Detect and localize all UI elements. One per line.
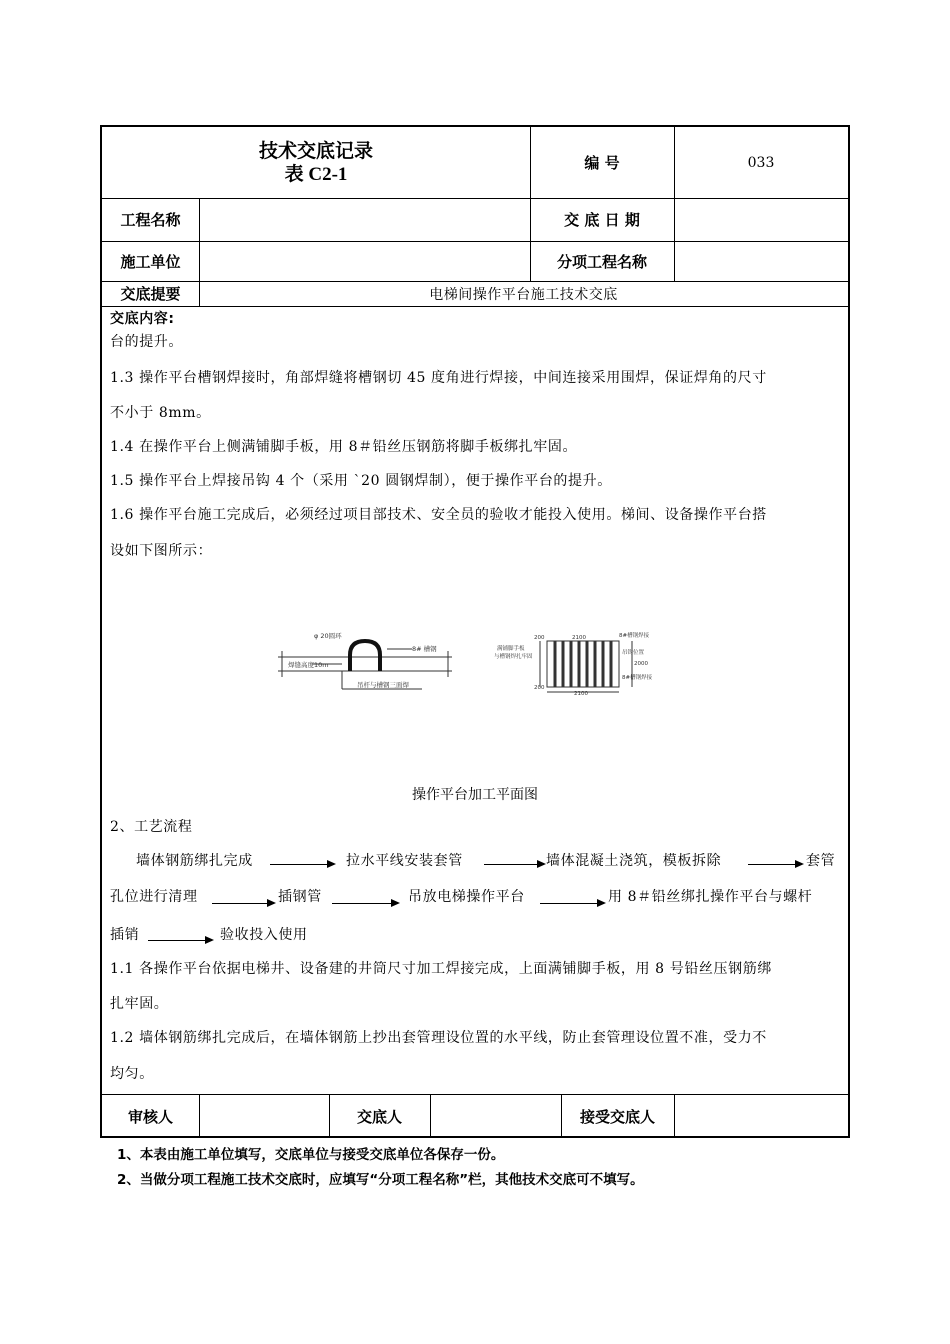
flow-step: 墙体钢筋绑扎完成 [136,853,253,869]
figure-caption: 操作平台加工平面图 [412,787,538,803]
discloser-label: 交底人 [356,1107,402,1126]
flow-step: 吊放电梯操作平台 [408,889,525,905]
figure-label: 2100 [572,635,586,641]
figure-label: 200 [534,685,545,691]
content-line: 设如下图所示： [110,543,213,559]
contractor-label: 施工单位 [120,252,181,271]
platform-plan-drawing [540,641,632,692]
flow-arrow [148,940,212,941]
platform-plan-figure [272,627,692,697]
discloser-value[interactable] [430,1094,561,1138]
figure-label: 2100 [574,691,588,697]
figure-label: φ 20圆环 [314,632,342,640]
form-title-main: 技术交底记录 [258,139,373,162]
project-name-value[interactable] [199,198,530,241]
footnote: 2、当做分项工程施工技术交底时，应填写“分项工程名称”栏，其他技术交底可不填写。 [117,1172,644,1188]
project-name-label: 工程名称 [120,211,181,229]
content-line: 台的提升。 [110,334,183,350]
figure-label: 8# 槽钢 [412,645,437,653]
figure-label: 焊缝高度10m [288,661,329,669]
flow-arrow [270,864,334,865]
figure-label: 200 [534,635,545,641]
footnote: 1、本表由施工单位填写，交底单位与接受交底单位各保存一份。 [117,1147,505,1163]
content-label: 交底内容: [110,311,175,327]
flow-step: 插钢管 [278,889,322,905]
receiver-label: 接受交底人 [579,1107,655,1126]
date-label: 交 底 日 期 [564,211,640,229]
content-line: 1.6 操作平台施工完成后，必须经过项目部技术、安全员的验收才能投入使用。梯间、设备操作平台搭 [110,507,767,523]
sub-project-label: 分项工程名称 [556,252,647,271]
flow-arrow [484,864,544,865]
flow-step: 插销 [110,927,140,943]
flow-step: 拉水平线安装套管 [346,853,463,869]
flow-arrow [332,903,398,904]
flow-step: 孔位进行清理 [110,889,198,905]
figure-label: 2000 [634,661,648,667]
flow-step: 验收投入使用 [220,927,308,943]
flow-arrow [212,903,274,904]
figure-label: 与槽钢焊扎牢固 [494,654,533,660]
content-line: 1.5 操作平台上焊接吊钩 4 个（采用 `20 圆钢焊制），便于操作平台的提升。 [110,473,612,489]
figure-label: 满铺脚手板 [497,646,525,652]
summary-label: 交底提要 [120,285,181,303]
figure-label: 吊钩位置 [622,650,645,656]
disclosure-record-form [100,125,850,1138]
flow-arrow [748,864,802,865]
flow-step: 套管 [806,853,836,869]
contractor-value[interactable] [199,241,530,281]
summary-value[interactable]: 电梯间操作平台施工技术交底 [429,286,618,303]
row-divider [102,306,848,307]
process-title: 2、工艺流程 [110,819,193,835]
sub-project-value[interactable] [674,241,848,281]
date-value[interactable] [674,198,848,241]
figure-label: 8#槽钢焊接 [619,633,650,639]
form-title [102,127,530,198]
content-line: 1.1 各操作平台依据电梯井、设备建的井筒尺寸加工焊接完成，上面满铺脚手板，用 8 号铅丝压钢筋绑 [110,961,772,977]
reviewer-label: 审核人 [127,1107,173,1126]
figure-label: 8#槽钢焊接 [622,675,653,681]
flow-step: 用 8＃铅丝绑扎操作平台与螺杆 [608,889,813,905]
content-line: 1.3 操作平台槽钢焊接时，角部焊缝将槽钢切 45 度角进行焊接，中间连接采用围焊，保证焊角的尺寸 [110,370,767,386]
content-line: 不小于 8mm。 [110,405,211,421]
flow-step: 墙体混凝土浇筑，模板拆除 [546,853,722,869]
number-value[interactable]: 033 [747,154,775,171]
reviewer-value[interactable] [199,1094,329,1138]
number-label: 编 号 [584,154,620,172]
content-line: 1.4 在操作平台上侧满铺脚手板，用 8＃铅丝压钢筋将脚手板绑扎牢固。 [110,439,578,455]
receiver-value[interactable] [674,1094,848,1138]
content-line: 扎牢固。 [110,996,169,1012]
figure-label: 吊杆与槽钢三面焊 [357,681,409,689]
content-line: 1.2 墙体钢筋绑扎完成后，在墙体钢筋上抄出套管理设位置的水平线，防止套管理设位置不准，受力不 [110,1030,767,1046]
form-title-code: 表 C2-1 [284,163,348,185]
content-line: 均匀。 [110,1066,154,1082]
flow-arrow [540,903,604,904]
